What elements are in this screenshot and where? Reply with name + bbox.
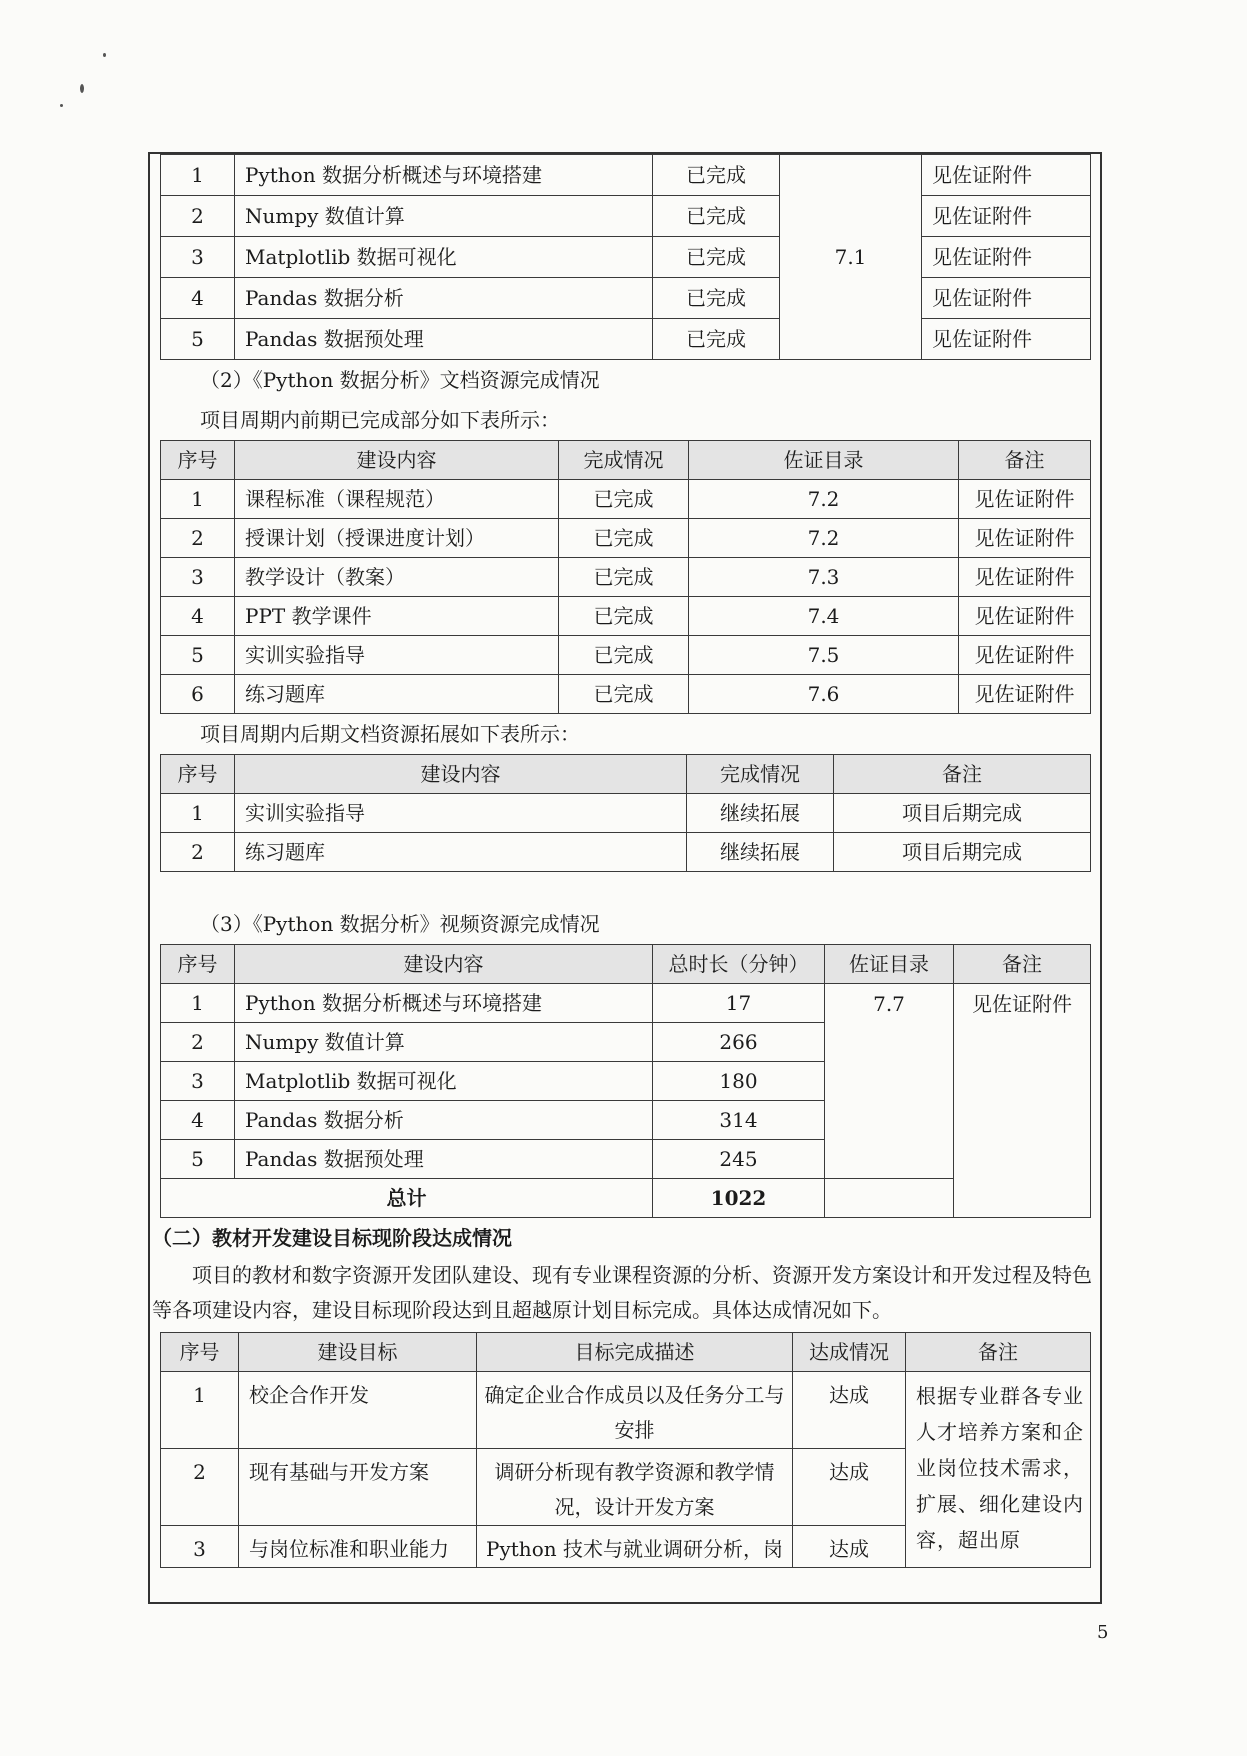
table-row — [161, 636, 1091, 675]
row-number: 5 — [161, 636, 235, 675]
row-evidence: 7.2 — [689, 480, 959, 519]
table-row — [161, 597, 1091, 636]
documents-table — [160, 440, 1091, 714]
header-number: 序号 — [161, 755, 235, 794]
row-note: 见佐证附件 — [922, 237, 1091, 278]
row-note: 见佐证附件 — [922, 319, 1091, 360]
row-number: 5 — [161, 319, 235, 360]
row-content: 实训实验指导 — [235, 636, 559, 675]
table-row — [161, 675, 1091, 714]
header-note: 备注 — [959, 441, 1091, 480]
header-content: 建设内容 — [235, 945, 653, 984]
row-number: 6 — [161, 675, 235, 714]
page-content — [152, 154, 1092, 1568]
row-note: 见佐证附件 — [922, 278, 1091, 319]
row-number: 2 — [161, 1449, 239, 1526]
table-row — [161, 480, 1091, 519]
row-note: 项目后期完成 — [834, 833, 1091, 872]
row-evidence: 7.5 — [689, 636, 959, 675]
row-number: 4 — [161, 1101, 235, 1140]
row-status: 已完成 — [559, 636, 689, 675]
video-table — [160, 944, 1091, 1218]
table-header-row — [161, 1333, 1091, 1372]
row-number: 1 — [161, 794, 235, 833]
row-number: 5 — [161, 1140, 235, 1179]
goals-table — [160, 1332, 1091, 1568]
row-status: 已完成 — [653, 196, 780, 237]
row-goal: 与岗位标准和职业能力 — [239, 1526, 477, 1568]
row-content: 实训实验指导 — [235, 794, 687, 833]
row-content: Pandas 数据分析 — [235, 278, 653, 319]
row-status: 已完成 — [559, 480, 689, 519]
row-number: 1 — [161, 480, 235, 519]
row-evidence: 7.2 — [689, 519, 959, 558]
header-duration: 总时长（分钟） — [653, 945, 825, 984]
table-row — [161, 237, 1091, 278]
header-note: 备注 — [906, 1333, 1091, 1372]
evidence-directory: 7.1 — [780, 155, 922, 360]
row-number: 2 — [161, 1023, 235, 1062]
row-status: 已完成 — [559, 558, 689, 597]
empty-cell — [825, 1179, 954, 1218]
table-row — [161, 984, 1091, 1023]
page-frame — [148, 152, 1102, 1604]
header-description: 目标完成描述 — [477, 1333, 793, 1372]
table-header-row — [161, 945, 1091, 984]
header-content: 建设内容 — [235, 441, 559, 480]
row-number: 3 — [161, 237, 235, 278]
row-number: 1 — [161, 984, 235, 1023]
row-goal: 校企合作开发 — [239, 1372, 477, 1449]
header-note: 备注 — [834, 755, 1091, 794]
row-content: 教学设计（教案） — [235, 558, 559, 597]
row-content: 练习题库 — [235, 833, 687, 872]
row-note: 见佐证附件 — [959, 480, 1091, 519]
row-duration: 245 — [653, 1140, 825, 1179]
row-status: 已完成 — [559, 675, 689, 714]
row-description: 确定企业合作成员以及任务分工与安排 — [477, 1372, 793, 1449]
row-status: 继续拓展 — [687, 794, 834, 833]
row-status: 已完成 — [559, 597, 689, 636]
row-evidence: 7.4 — [689, 597, 959, 636]
row-status: 继续拓展 — [687, 833, 834, 872]
row-status: 达成 — [793, 1449, 906, 1526]
table-row — [161, 278, 1091, 319]
table-header-row — [161, 441, 1091, 480]
row-goal: 现有基础与开发方案 — [239, 1449, 477, 1526]
part2-heading: （二）教材开发建设目标现阶段达成情况 — [152, 1226, 512, 1250]
table-total-row — [161, 1179, 1091, 1218]
part2-paragraph: 项目的教材和数字资源开发团队建设、现有专业课程资源的分析、资源开发方案设计和开发过程及特色等各项建设内容，建设目标现阶段达到且超越原计划目标完成。具体达成情况如下。 — [152, 1263, 1092, 1322]
row-content: 练习题库 — [235, 675, 559, 714]
row-note: 见佐证附件 — [959, 519, 1091, 558]
row-content: 授课计划（授课进度计划） — [235, 519, 559, 558]
section-intro-later-documents: 项目周期内后期文档资源拓展如下表所示： — [200, 722, 580, 746]
section-title-documents: （2）《Python 数据分析》文档资源完成情况 — [200, 368, 600, 392]
row-note: 见佐证附件 — [922, 196, 1091, 237]
row-content: Numpy 数值计算 — [235, 1023, 653, 1062]
row-note: 见佐证附件 — [959, 636, 1091, 675]
table-row — [161, 196, 1091, 237]
row-content: Python 数据分析概述与环境搭建 — [235, 984, 653, 1023]
row-content: Pandas 数据分析 — [235, 1101, 653, 1140]
row-content: Numpy 数值计算 — [235, 196, 653, 237]
row-status: 已完成 — [559, 519, 689, 558]
row-number: 2 — [161, 833, 235, 872]
total-value: 1022 — [653, 1179, 825, 1218]
row-number: 3 — [161, 1526, 239, 1568]
row-status: 已完成 — [653, 278, 780, 319]
row-number: 2 — [161, 519, 235, 558]
table-row — [161, 833, 1091, 872]
row-duration: 17 — [653, 984, 825, 1023]
row-status: 达成 — [793, 1526, 906, 1568]
header-evidence: 佐证目录 — [689, 441, 959, 480]
scan-speck — [60, 104, 63, 107]
section-intro-documents: 项目周期内前期已完成部分如下表所示： — [200, 408, 560, 432]
row-content: Matplotlib 数据可视化 — [235, 1062, 653, 1101]
row-note: 见佐证附件 — [959, 675, 1091, 714]
row-note: 见佐证附件 — [922, 155, 1091, 196]
row-duration: 266 — [653, 1023, 825, 1062]
row-status: 达成 — [793, 1372, 906, 1449]
table-header-row — [161, 755, 1091, 794]
row-number: 3 — [161, 1062, 235, 1101]
row-number: 4 — [161, 278, 235, 319]
header-goal: 建设目标 — [239, 1333, 477, 1372]
header-status: 完成情况 — [559, 441, 689, 480]
row-status: 已完成 — [653, 237, 780, 278]
row-content: 课程标准（课程规范） — [235, 480, 559, 519]
later-documents-table — [160, 754, 1091, 872]
table-row — [161, 319, 1091, 360]
header-content: 建设内容 — [235, 755, 687, 794]
row-number: 2 — [161, 196, 235, 237]
table-row — [161, 519, 1091, 558]
row-content: Matplotlib 数据可视化 — [235, 237, 653, 278]
header-number: 序号 — [161, 1333, 239, 1372]
scan-speck — [103, 53, 106, 57]
row-content: PPT 教学课件 — [235, 597, 559, 636]
table-row — [161, 558, 1091, 597]
header-number: 序号 — [161, 441, 235, 480]
row-evidence: 7.3 — [689, 558, 959, 597]
header-number: 序号 — [161, 945, 235, 984]
video-note: 见佐证附件 — [954, 984, 1091, 1218]
row-note: 见佐证附件 — [959, 558, 1091, 597]
row-content: Python 数据分析概述与环境搭建 — [235, 155, 653, 196]
video-category-table — [160, 154, 1091, 360]
header-evidence: 佐证目录 — [825, 945, 954, 984]
row-description: 调研分析现有教学资源和教学情况，设计开发方案 — [477, 1449, 793, 1526]
row-content: Pandas 数据预处理 — [235, 1140, 653, 1179]
header-status: 完成情况 — [687, 755, 834, 794]
row-status: 已完成 — [653, 319, 780, 360]
header-note: 备注 — [954, 945, 1091, 984]
row-number: 3 — [161, 558, 235, 597]
table-row — [161, 794, 1091, 833]
evidence-directory: 7.7 — [825, 984, 954, 1179]
row-note: 项目后期完成 — [834, 794, 1091, 833]
scan-speck — [80, 84, 84, 93]
row-content: Pandas 数据预处理 — [235, 319, 653, 360]
row-number: 1 — [161, 155, 235, 196]
table-row — [161, 1372, 1091, 1449]
section-title-video: （3）《Python 数据分析》视频资源完成情况 — [200, 912, 600, 936]
row-note: 见佐证附件 — [959, 597, 1091, 636]
row-status: 已完成 — [653, 155, 780, 196]
table-row — [161, 155, 1091, 196]
row-duration: 314 — [653, 1101, 825, 1140]
header-status: 达成情况 — [793, 1333, 906, 1372]
row-description: Python 技术与就业调研分析，岗 — [477, 1526, 793, 1568]
row-evidence: 7.6 — [689, 675, 959, 714]
goals-note: 根据专业群各专业人才培养方案和企业岗位技术需求，扩展、细化建设内容，超出原 — [906, 1372, 1091, 1568]
page-number: 5 — [1097, 1622, 1109, 1643]
row-duration: 180 — [653, 1062, 825, 1101]
row-number: 4 — [161, 597, 235, 636]
row-number: 1 — [161, 1372, 239, 1449]
total-label: 总计 — [161, 1179, 653, 1218]
